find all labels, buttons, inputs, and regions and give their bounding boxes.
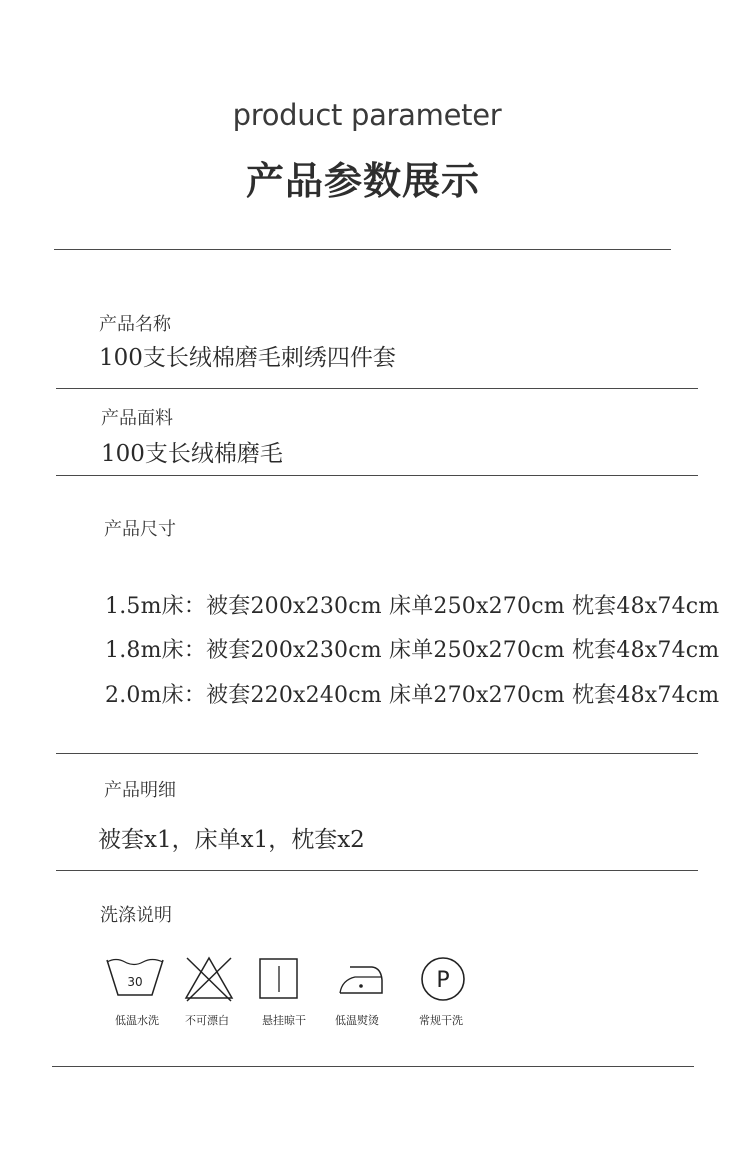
no-bleach-icon	[183, 955, 235, 1007]
divider	[56, 388, 698, 389]
title-en: product parameter	[232, 98, 502, 132]
name-label: 产品名称	[99, 314, 171, 335]
divider	[56, 870, 698, 871]
divider	[56, 753, 698, 754]
care-caption: 常规干洗	[419, 1014, 463, 1027]
care-caption: 悬挂晾干	[262, 1014, 306, 1027]
size-row: 1.8m床：被套200x230cm 床单250x270cm 枕套48x74cm	[105, 638, 720, 663]
care-caption: 低温熨烫	[335, 1014, 379, 1027]
care-caption: 不可漂白	[185, 1014, 229, 1027]
low-temp-iron-icon	[337, 962, 385, 1002]
hang-dry-icon	[259, 958, 299, 1004]
dry-clean-icon	[419, 955, 467, 1007]
dry-clean-letter: P	[436, 968, 450, 993]
name-value: 100支长绒棉磨毛刺绣四件套	[99, 345, 396, 371]
care-caption: 低温水洗	[115, 1014, 159, 1027]
divider	[54, 249, 671, 250]
divider	[52, 1066, 694, 1067]
divider	[56, 475, 698, 476]
care-label: 洗涤说明	[100, 905, 172, 926]
detail-value: 被套x1，床单x1，枕套x2	[98, 827, 365, 853]
size-label: 产品尺寸	[104, 519, 176, 540]
wash-temp-text: 30	[127, 975, 143, 989]
page-title: 产品参数展示	[245, 159, 480, 203]
detail-label: 产品明细	[104, 780, 176, 801]
material-value: 100支长绒棉磨毛	[101, 441, 283, 467]
size-row: 2.0m床：被套220x240cm 床单270x270cm 枕套48x74cm	[105, 683, 720, 708]
material-label: 产品面料	[101, 408, 173, 429]
size-row: 1.5m床：被套200x230cm 床单250x270cm 枕套48x74cm	[105, 594, 720, 619]
low-temp-wash-icon	[104, 955, 168, 1004]
